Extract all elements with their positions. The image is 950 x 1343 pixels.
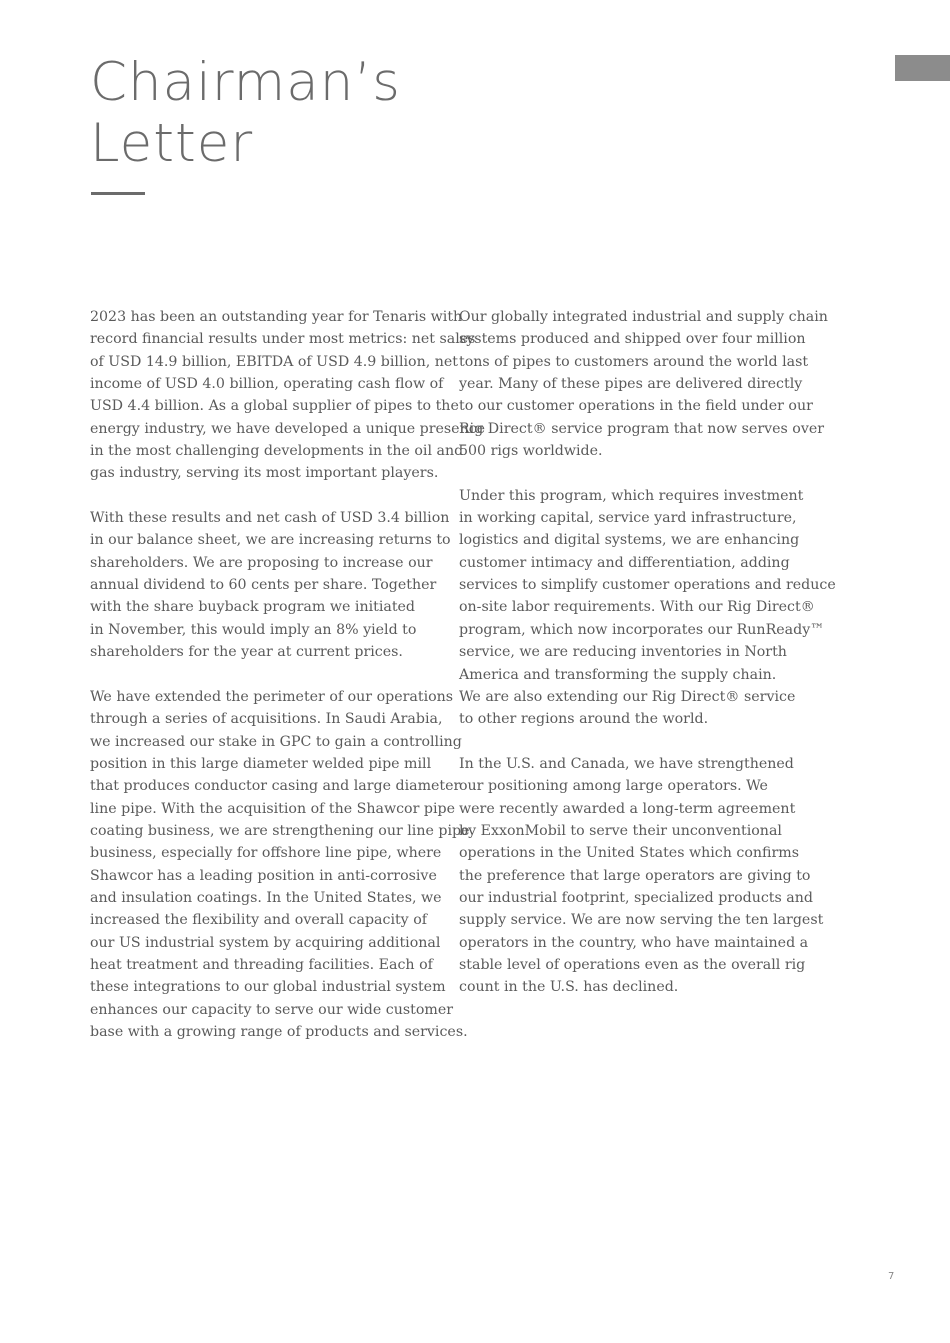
paragraph-line: year. Many of these pipes are delivered directly <box>459 376 803 393</box>
paragraph-line: these integrations to our global industrial system <box>90 979 446 996</box>
paragraph-line: shareholders. We are proposing to increase our <box>90 554 433 571</box>
paragraph-line: enhances our capacity to serve our wide customer <box>90 1001 454 1018</box>
paragraph-line: logistics and digital systems, we are enhancing <box>459 532 800 549</box>
paragraph-line: our US industrial system by acquiring additional <box>90 934 441 951</box>
paragraph-line: gas industry, serving its most important players. <box>90 465 439 482</box>
body-paragraph <box>459 753 824 999</box>
paragraph-line: to our customer operations in the field under our <box>459 398 813 415</box>
paragraph-line: in working capital, service yard infrastructure, <box>459 510 797 527</box>
paragraph-line: by ExxonMobil to serve their unconventional <box>459 822 782 839</box>
page-number: 7 <box>888 1271 895 1282</box>
paragraph-line: in the most challenging developments in the oil and <box>90 443 464 460</box>
paragraph-line: stable level of operations even as the overall rig <box>459 956 806 973</box>
paragraph-line: 2023 has been an outstanding year for Tenaris with <box>90 309 463 325</box>
body-paragraph <box>90 686 470 1044</box>
body-paragraph <box>90 507 451 663</box>
paragraph-line: in our balance sheet, we are increasing returns to <box>90 532 451 549</box>
paragraph-line: record financial results under most metrics: net sales <box>90 331 476 348</box>
paragraph-line: position in this large diameter welded pipe mill <box>90 755 432 772</box>
paragraph-line: in November, this would imply an 8% yield to <box>90 621 417 638</box>
paragraph-line: 500 rigs worldwide. <box>459 443 603 460</box>
paragraph-line: we increased our stake in GPC to gain a controlling <box>90 733 462 750</box>
paragraph-line: operations in the United States which confirms <box>459 845 800 862</box>
paragraph-line: shareholders for the year at current prices. <box>90 644 403 661</box>
paragraph-line: operators in the country, who have maintained a <box>459 934 809 951</box>
paragraph-line: that produces conductor casing and large diameter <box>90 778 461 795</box>
title-line: Letter <box>90 113 254 174</box>
paragraph-line: our positioning among large operators. We <box>459 778 768 795</box>
paragraph-line: America and transforming the supply chain. <box>459 666 777 683</box>
paragraph-line: systems produced and shipped over four million <box>459 331 806 348</box>
paragraph-line: Under this program, which requires investment <box>459 487 804 504</box>
paragraph-line: program, which now incorporates our RunReady™ <box>459 621 825 638</box>
paragraph-line: We have extended the perimeter of our operations <box>90 688 454 705</box>
paragraph-line: coating business, we are strengthening our line pipe <box>90 822 470 839</box>
paragraph-line: to other regions around the world. <box>459 711 709 728</box>
paragraph-line: Shawcor has a leading position in anti-corrosive <box>90 867 437 884</box>
paragraph-line: on-site labor requirements. With our Rig Direct® <box>459 599 815 616</box>
paragraph-line: the preference that large operators are giving to <box>459 867 811 884</box>
paragraph-line: increased the flexibility and overall capacity of <box>90 912 428 929</box>
body-paragraph <box>90 306 486 485</box>
paragraph-line: supply service. We are now serving the ten largest <box>459 912 824 929</box>
paragraph-line: USD 4.4 billion. As a global supplier of pipes to the <box>90 398 459 415</box>
body-paragraph <box>459 306 828 462</box>
paragraph-line: with the share buyback program we initiated <box>90 599 415 616</box>
section-tab-marker <box>895 55 950 81</box>
paragraph-line: through a series of acquisitions. In Saudi Arabia, <box>90 711 443 728</box>
paragraph-line: customer intimacy and differentiation, adding <box>459 554 790 571</box>
paragraph-line: line pipe. With the acquisition of the Shawcor pipe <box>90 800 455 817</box>
paragraph-line: With these results and net cash of USD 3.4 billion <box>90 510 450 527</box>
paragraph-line: base with a growing range of products and services. <box>90 1024 468 1040</box>
paragraph-line: tons of pipes to customers around the world last <box>459 353 809 370</box>
paragraph-line: heat treatment and threading facilities. Each of <box>90 956 433 973</box>
paragraph-line: income of USD 4.0 billion, operating cash flow of <box>90 376 444 393</box>
paragraph-line: We are also extending our Rig Direct® service <box>459 688 796 705</box>
paragraph-line: Our globally integrated industrial and supply chain <box>459 309 828 325</box>
paragraph-line: service, we are reducing inventories in North <box>459 644 787 661</box>
title-line: Chairman’s <box>90 52 401 113</box>
paragraph-line: energy industry, we have developed a unique presence <box>90 420 486 437</box>
paragraph-line: In the U.S. and Canada, we have strengthened <box>459 755 794 772</box>
paragraph-line: and insulation coatings. In the United States, we <box>90 889 442 906</box>
right-text-column <box>459 306 836 1021</box>
paragraph-line: count in the U.S. has declined. <box>459 979 679 996</box>
left-text-column <box>90 306 486 1066</box>
title-underline-divider <box>91 192 145 195</box>
paragraph-line: were recently awarded a long-term agreement <box>459 800 796 817</box>
paragraph-line: business, especially for offshore line pipe, where <box>90 845 442 862</box>
paragraph-line: annual dividend to 60 cents per share. Together <box>90 577 437 594</box>
paragraph-line: of USD 14.9 billion, EBITDA of USD 4.9 billion, net <box>90 353 458 370</box>
paragraph-line: our industrial footprint, specialized products and <box>459 889 813 906</box>
paragraph-line: services to simplify customer operations and reduce <box>459 577 836 594</box>
paragraph-line: Rig Direct® service program that now serves over <box>459 420 825 437</box>
body-paragraph <box>459 485 836 731</box>
page-title <box>90 52 401 174</box>
